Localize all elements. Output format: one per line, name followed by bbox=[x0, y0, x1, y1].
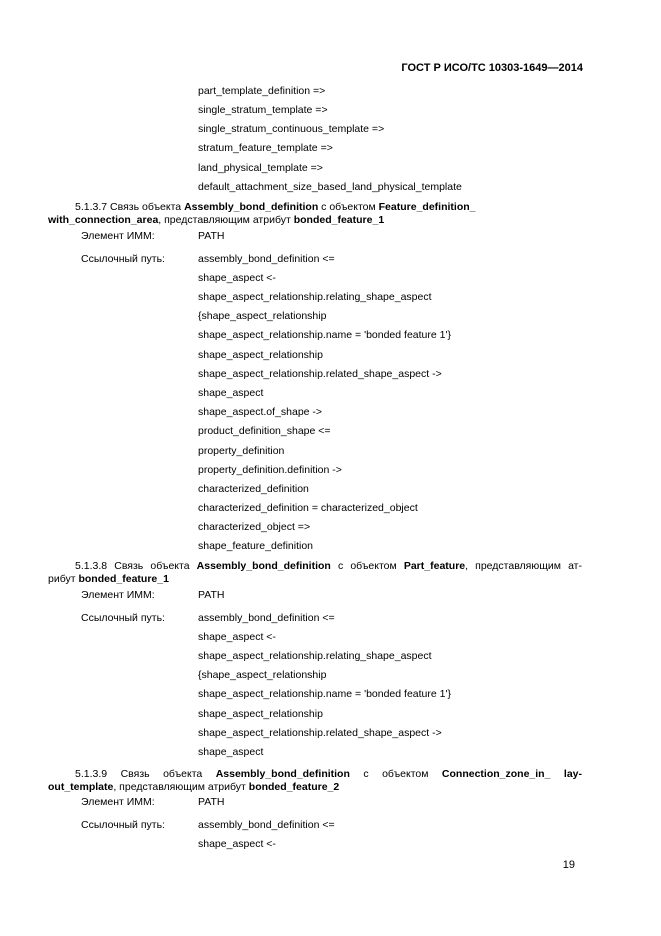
path-line: shape_aspect_relationship bbox=[198, 708, 323, 720]
path-line: assembly_bond_definition <= bbox=[198, 612, 335, 624]
path-line: shape_aspect_relationship.relating_shape_aspect bbox=[198, 650, 432, 662]
path-line: product_definition_shape <= bbox=[198, 425, 331, 437]
heading-text: с объектом bbox=[337, 560, 397, 572]
section-number: 5.1.3.9 bbox=[75, 768, 108, 780]
path-line: default_attachment_size_based_land_physical_template bbox=[198, 181, 462, 193]
heading-text: с объектом bbox=[321, 201, 376, 213]
imm-label: Элемент ИММ: bbox=[81, 796, 155, 808]
heading-text: Связь объекта bbox=[114, 560, 190, 572]
path-line: characterized_definition = characterized_object bbox=[198, 502, 418, 514]
path-line: shape_aspect bbox=[198, 746, 264, 758]
path-line: shape_aspect.of_shape -> bbox=[198, 406, 323, 418]
path-line: shape_aspect <- bbox=[198, 272, 276, 284]
entity-name: lay- bbox=[563, 768, 582, 780]
document-header: ГОСТ Р ИСО/ТС 10303-1649—2014 bbox=[401, 62, 583, 74]
path-line: property_definition bbox=[198, 445, 285, 457]
path-line: characterized_object => bbox=[198, 521, 311, 533]
imm-label: Элемент ИММ: bbox=[81, 589, 155, 601]
section-number: 5.1.3.7 bbox=[75, 201, 108, 213]
imm-value: PATH bbox=[198, 230, 225, 242]
path-line: property_definition.definition -> bbox=[198, 464, 342, 476]
path-line: shape_aspect bbox=[198, 387, 264, 399]
path-line: shape_aspect_relationship.related_shape_aspect -> bbox=[198, 368, 442, 380]
entity-name: Assembly_bond_definition bbox=[196, 560, 331, 572]
entity-name: with_connection_area bbox=[48, 214, 159, 226]
path-line: shape_feature_definition bbox=[198, 540, 314, 552]
ref-path-label: Ссылочный путь: bbox=[81, 253, 165, 265]
path-line: shape_aspect_relationship.name = 'bonded feature 1'} bbox=[198, 329, 451, 341]
ref-path-label: Ссылочный путь: bbox=[81, 819, 165, 831]
path-line: shape_aspect <- bbox=[198, 631, 276, 643]
attribute-name: bonded_feature_2 bbox=[248, 781, 340, 793]
section-5-1-3-8-heading bbox=[48, 560, 582, 586]
heading-text: с объектом bbox=[363, 768, 429, 780]
entity-name: Assembly_bond_definition bbox=[184, 201, 319, 213]
path-line: shape_aspect <- bbox=[198, 838, 276, 850]
imm-label: Элемент ИММ: bbox=[81, 230, 155, 242]
section-number: 5.1.3.8 bbox=[75, 560, 108, 572]
path-line: stratum_feature_template => bbox=[198, 142, 333, 154]
imm-value: PATH bbox=[198, 796, 225, 808]
attribute-name: bonded_feature_1 bbox=[78, 573, 169, 585]
path-line: assembly_bond_definition <= bbox=[198, 819, 335, 831]
heading-text: , представляющим атрибут bbox=[158, 214, 291, 226]
section-5-1-3-9-heading bbox=[48, 768, 582, 794]
path-line: shape_aspect_relationship bbox=[198, 349, 323, 361]
heading-text: , представляющим ат- bbox=[465, 560, 582, 572]
heading-text: Связь объекта bbox=[120, 768, 203, 780]
section-5-1-3-7-heading bbox=[48, 201, 582, 227]
path-line: characterized_definition bbox=[198, 483, 309, 495]
path-line: shape_aspect_relationship.related_shape_aspect -> bbox=[198, 727, 442, 739]
path-line: part_template_definition => bbox=[198, 85, 326, 97]
heading-text: , представляющим атрибут bbox=[113, 781, 246, 793]
path-line: {shape_aspect_relationship bbox=[198, 669, 327, 681]
heading-text: рибут bbox=[48, 573, 76, 585]
path-line: single_stratum_continuous_template => bbox=[198, 123, 385, 135]
ref-path-label: Ссылочный путь: bbox=[81, 612, 165, 624]
entity-name: Assembly_bond_definition bbox=[215, 768, 350, 780]
path-line: assembly_bond_definition <= bbox=[198, 253, 335, 265]
path-line: {shape_aspect_relationship bbox=[198, 310, 327, 322]
entity-name: out_template bbox=[48, 781, 114, 793]
page-number: 19 bbox=[562, 859, 575, 871]
heading-text: Связь объекта bbox=[110, 201, 182, 213]
entity-name: Part_feature bbox=[403, 560, 466, 572]
path-line: single_stratum_template => bbox=[198, 104, 328, 116]
attribute-name: bonded_feature_1 bbox=[293, 214, 385, 226]
path-line: shape_aspect_relationship.name = 'bonded feature 1'} bbox=[198, 688, 451, 700]
entity-name: Connection_zone_in_ bbox=[441, 768, 551, 780]
imm-value: PATH bbox=[198, 589, 225, 601]
entity-name: Feature_definition_ bbox=[378, 201, 476, 213]
path-line: shape_aspect_relationship.relating_shape_aspect bbox=[198, 291, 432, 303]
path-line: land_physical_template => bbox=[198, 162, 323, 174]
